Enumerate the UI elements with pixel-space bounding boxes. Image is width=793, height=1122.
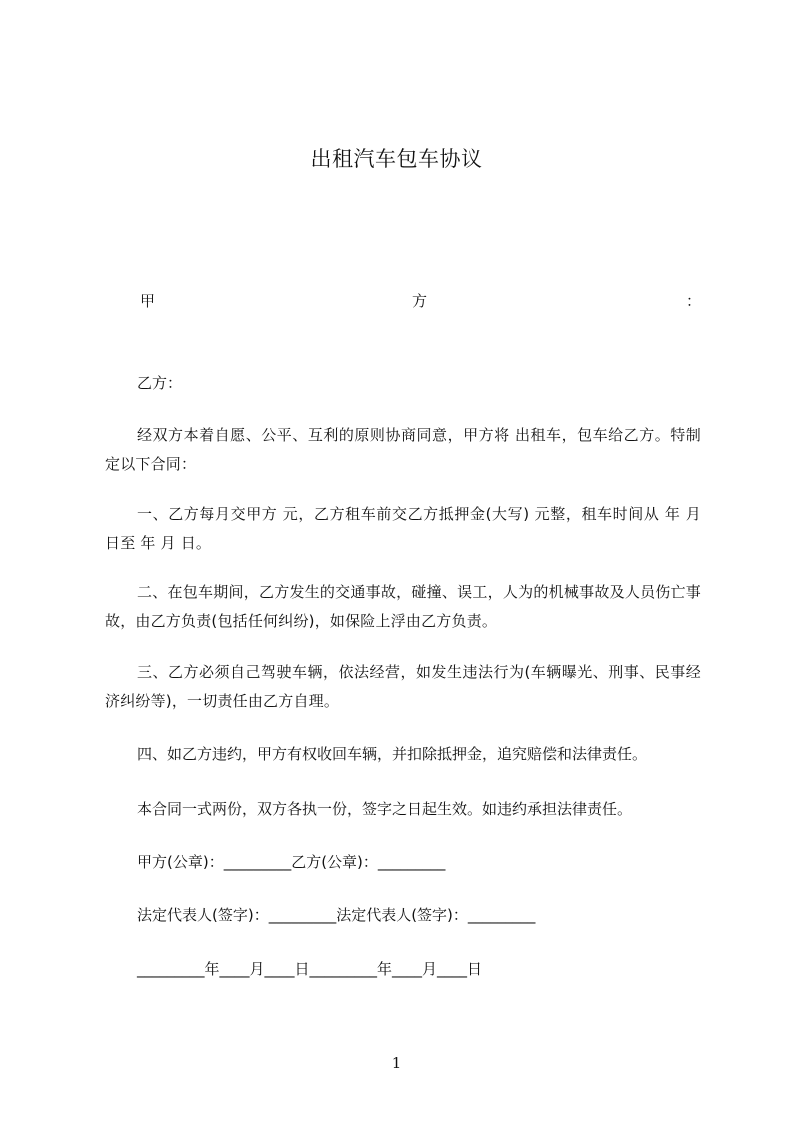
party-a-colon: ： <box>686 292 702 310</box>
intro-paragraph: 经双方本着自愿、公平、互利的原则协商同意，甲方将 出租车，包车给乙方。特制定以下合同： <box>105 426 701 473</box>
seal-line: 甲方(公章)：_________乙方(公章)：_________ <box>137 853 446 871</box>
party-a-char-1: 甲 <box>140 292 156 310</box>
page-number: 1 <box>391 1054 402 1072</box>
document-title: 出租汽车包车协议 <box>310 147 483 171</box>
effect-statement: 本合同一式两份，双方各执一份，签字之日起生效。如违约承担法律责任。 <box>137 800 633 818</box>
party-b-label: 乙方： <box>137 374 183 392</box>
clause-2: 二、在包车期间，乙方发生的交通事故，碰撞、误工，人为的机械事故及人员伤亡事故，由乙方负责(包括任何纠纷)，如保险上浮由乙方负责。 <box>105 583 701 630</box>
clause-1: 一、乙方每月交甲方 元，乙方租车前交乙方抵押金(大写) 元整，租车时间从 年 月 日至 年 月 日。 <box>105 505 701 552</box>
clause-4: 四、如乙方违约，甲方有权收回车辆，并扣除抵押金，追究赔偿和法律责任。 <box>137 745 648 763</box>
clause-3: 三、乙方必须自己驾驶车辆，依法经营，如发生违法行为(车辆曝光、刑事、民事经济纠纷等)，一切责任由乙方自理。 <box>105 663 701 710</box>
party-a-char-2: 方 <box>412 292 428 310</box>
representative-signature-line: 法定代表人(签字)：_________法定代表人(签字)：_________ <box>137 906 536 924</box>
party-a-line <box>140 290 702 314</box>
date-line: _________年____月____日_________年____月____日 <box>137 960 483 978</box>
